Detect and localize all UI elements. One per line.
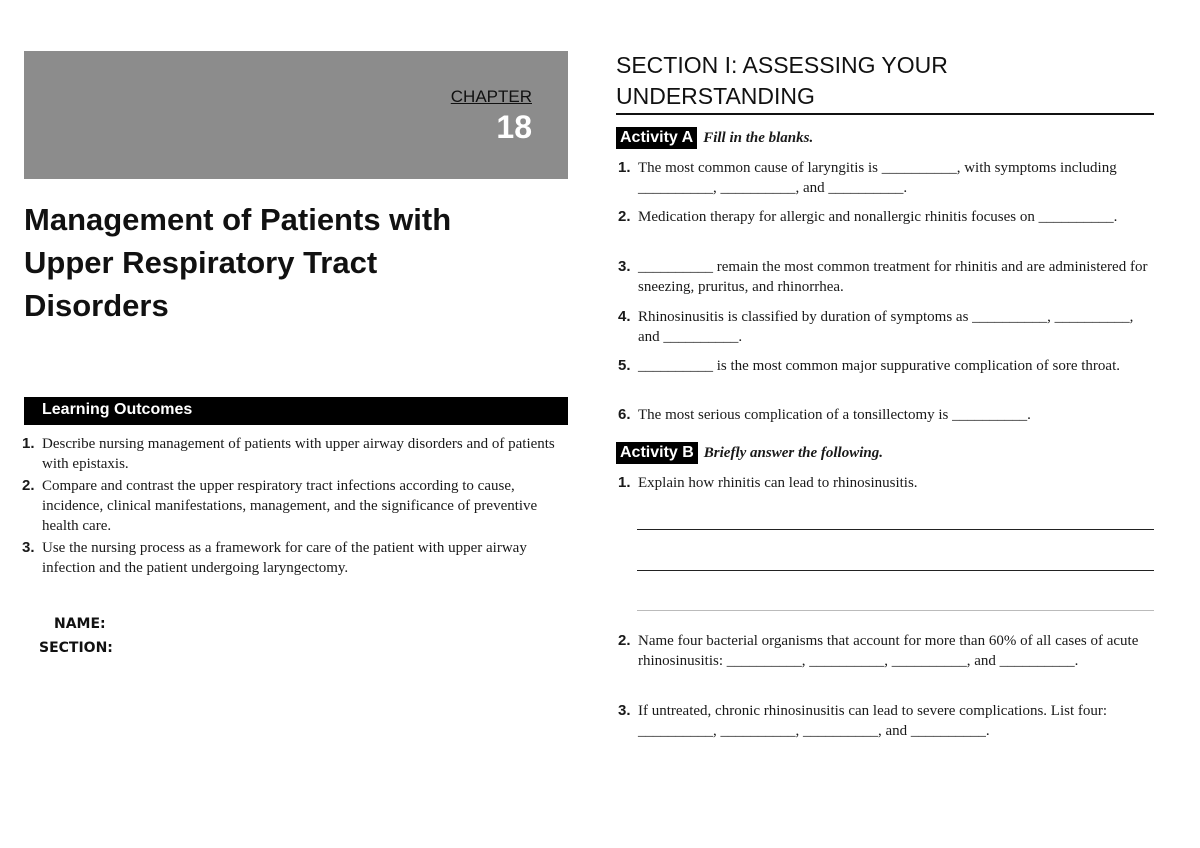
question-item xyxy=(618,473,1158,493)
question-number: 2. xyxy=(618,632,631,649)
outcome-number: 1. xyxy=(22,435,35,452)
question-text: Name four bacterial organisms that account for more than 60% of all cases of acute rhinosinusitis: __________, __________, __________, and __________. xyxy=(638,633,1139,669)
outcome-text: Compare and contrast the upper respiratory tract infections according to cause, incidence, clinical manifestations, management, and the significance of preventive health care. xyxy=(42,478,538,534)
chapter-title-line-2: Upper Respiratory Tract xyxy=(24,245,378,280)
question-text: Rhinosinusitis is classified by duration of symptoms as __________, __________, and __________. xyxy=(638,309,1134,345)
section-title-line-1: SECTION I: ASSESSING YOUR xyxy=(616,52,948,78)
question-item xyxy=(618,405,1158,425)
name-label: NAME: xyxy=(54,616,106,632)
activity-a-badge: Activity A xyxy=(616,127,697,149)
chapter-header-band xyxy=(24,51,568,179)
outcome-text: Describe nursing management of patients with upper airway disorders and of patients with epistaxis. xyxy=(42,436,555,472)
chapter-title-line-3: Disorders xyxy=(24,288,169,323)
outcome-item xyxy=(22,476,572,536)
question-item xyxy=(618,207,1158,227)
outcome-number: 3. xyxy=(22,539,35,556)
question-number: 3. xyxy=(618,702,631,719)
question-text: __________ is the most common major suppurative complication of sore throat. xyxy=(638,358,1120,374)
activity-a-instruction: Fill in the blanks. xyxy=(703,129,814,146)
question-item xyxy=(618,307,1158,347)
question-number: 1. xyxy=(618,474,631,491)
section-title xyxy=(616,50,1154,115)
section-label: SECTION: xyxy=(39,640,113,656)
question-text: The most serious complication of a tonsillectomy is __________. xyxy=(638,407,1031,423)
question-text: __________ remain the most common treatment for rhinitis and are administered for sneezing, pruritus, and rhinorrhea. xyxy=(638,259,1148,295)
question-item xyxy=(618,631,1158,671)
learning-outcomes-list xyxy=(22,434,572,580)
outcome-number: 2. xyxy=(22,477,35,494)
answer-line[interactable] xyxy=(637,529,1154,530)
chapter-title xyxy=(24,198,564,327)
question-text: Explain how rhinitis can lead to rhinosinusitis. xyxy=(638,475,918,491)
answer-line[interactable] xyxy=(637,570,1154,571)
section-title-line-2: UNDERSTANDING xyxy=(616,83,815,109)
question-item xyxy=(618,356,1158,376)
answer-line[interactable] xyxy=(637,610,1154,611)
question-text: The most common cause of laryngitis is __________, with symptoms including __________, __________, and __________. xyxy=(638,160,1117,196)
question-item xyxy=(618,701,1158,741)
question-number: 3. xyxy=(618,258,631,275)
question-number: 4. xyxy=(618,308,631,325)
outcome-text: Use the nursing process as a framework for care of the patient with upper airway infection and the patient undergoing laryngectomy. xyxy=(42,540,527,576)
chapter-label: CHAPTER xyxy=(450,87,532,106)
question-item xyxy=(618,257,1158,297)
question-text: If untreated, chronic rhinosinusitis can lead to severe complications. List four: __________, __________, __________, and __________. xyxy=(638,703,1108,739)
learning-outcomes-heading: Learning Outcomes xyxy=(42,401,193,418)
question-number: 5. xyxy=(618,357,631,374)
question-number: 6. xyxy=(618,406,631,423)
chapter-number: 18 xyxy=(496,109,532,145)
activity-b-badge: Activity B xyxy=(616,442,698,464)
question-number: 2. xyxy=(618,208,631,225)
outcome-item xyxy=(22,434,572,474)
activity-b-header xyxy=(616,442,883,464)
chapter-title-line-1: Management of Patients with xyxy=(24,202,452,237)
activity-a-header xyxy=(616,127,813,149)
question-number: 1. xyxy=(618,159,631,176)
learning-outcomes-header xyxy=(24,397,568,425)
question-item xyxy=(618,158,1158,198)
question-text: Medication therapy for allergic and nonallergic rhinitis focuses on __________. xyxy=(638,209,1118,225)
activity-b-instruction: Briefly answer the following. xyxy=(703,444,883,461)
outcome-item xyxy=(22,538,572,578)
